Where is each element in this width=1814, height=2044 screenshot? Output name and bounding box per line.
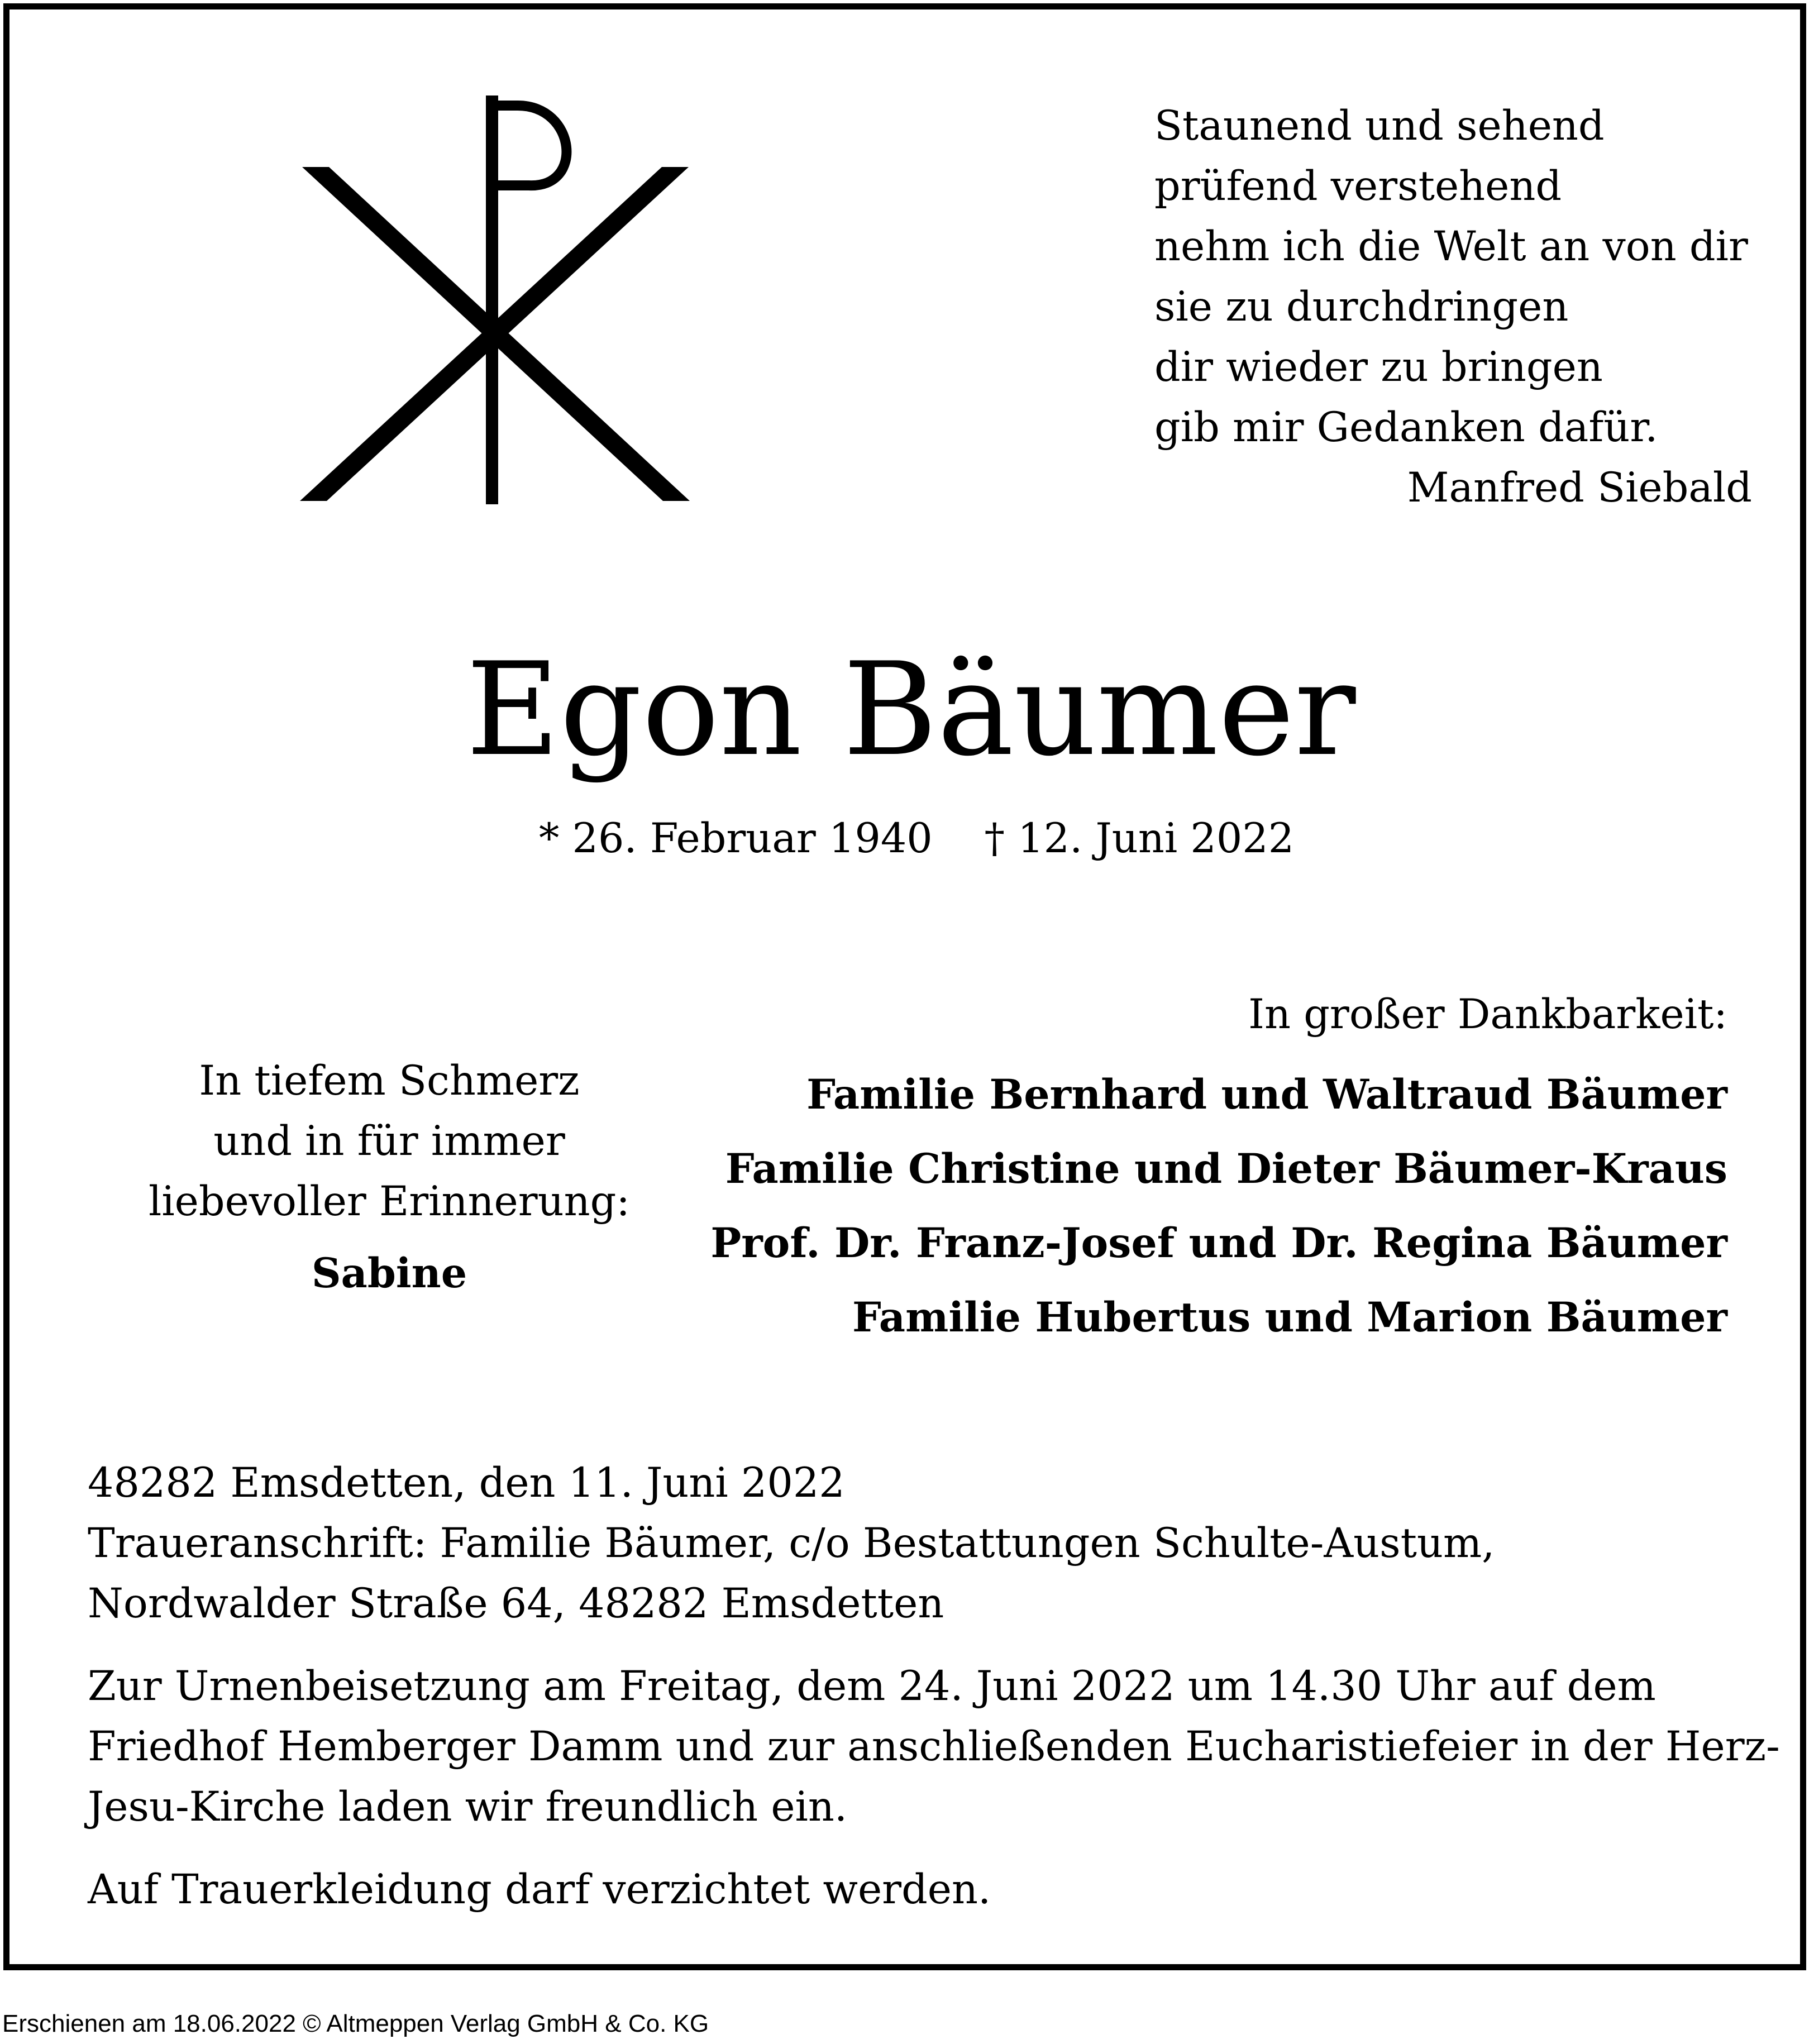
chi-rho-icon — [294, 93, 696, 507]
poem-line: Staunend und sehend — [1154, 102, 1605, 150]
address-line: 48282 Emsdetten, den 11. Juni 2022 — [88, 1459, 845, 1507]
funeral-notice-line: Friedhof Hemberger Damm und zur anschließenden Eucharistiefeier in der Herz- — [88, 1723, 1780, 1770]
poem-line: prüfend verstehend — [1154, 163, 1562, 210]
poem-line: dir wieder zu bringen — [1154, 343, 1603, 391]
notice-frame — [3, 3, 1806, 1970]
publication-footer: Erschienen am 18.06.2022 © Altmeppen Verlag GmbH & Co. KG — [2, 2010, 709, 2037]
poem-line: gib mir Gedanken dafür. — [1154, 404, 1658, 451]
family-name: Familie Hubertus und Marion Bäumer — [852, 1293, 1727, 1341]
deceased-name: Egon Bäumer — [466, 636, 1356, 785]
mourner-line: und in für immer — [213, 1117, 565, 1165]
poem-author: Manfred Siebald — [1407, 464, 1752, 512]
poem — [1154, 96, 1752, 518]
funeral-notice-line: Zur Urnenbeisetzung am Freitag, dem 24. Juni 2022 um 14.30 Uhr auf dem — [88, 1663, 1656, 1710]
family-name: Prof. Dr. Franz-Josef und Dr. Regina Bäumer — [710, 1219, 1727, 1267]
poem-line: sie zu durchdringen — [1154, 283, 1569, 331]
life-dates: * 26. Februar 1940 † 12. Juni 2022 — [538, 815, 1295, 862]
address-line: Nordwalder Straße 64, 48282 Emsdetten — [88, 1580, 944, 1627]
family-name: Familie Bernhard und Waltraud Bäumer — [806, 1071, 1727, 1119]
funeral-notice-line: Jesu-Kirche laden wir freundlich ein. — [88, 1783, 848, 1831]
mourner-line: In tiefem Schmerz — [199, 1057, 580, 1105]
family-block — [610, 984, 1727, 1355]
family-intro: In großer Dankbarkeit: — [1248, 991, 1727, 1038]
mourner-block — [107, 1051, 671, 1303]
family-name: Familie Christine und Dieter Bäumer-Kraus — [725, 1145, 1727, 1193]
dress-note: Auf Trauerkleidung darf verzichtet werden. — [88, 1866, 991, 1913]
funeral-notice — [88, 1656, 1780, 1837]
poem-line: nehm ich die Welt an von dir — [1154, 223, 1748, 270]
mourner-signer: Sabine — [311, 1249, 467, 1297]
mourner-line: liebevoller Erinnerung: — [148, 1178, 631, 1225]
notice-details — [88, 1453, 1780, 1920]
address-line: Traueranschrift: Familie Bäumer, c/o Bestattungen Schulte-Austum, — [88, 1520, 1495, 1567]
address-block — [88, 1453, 1763, 1634]
